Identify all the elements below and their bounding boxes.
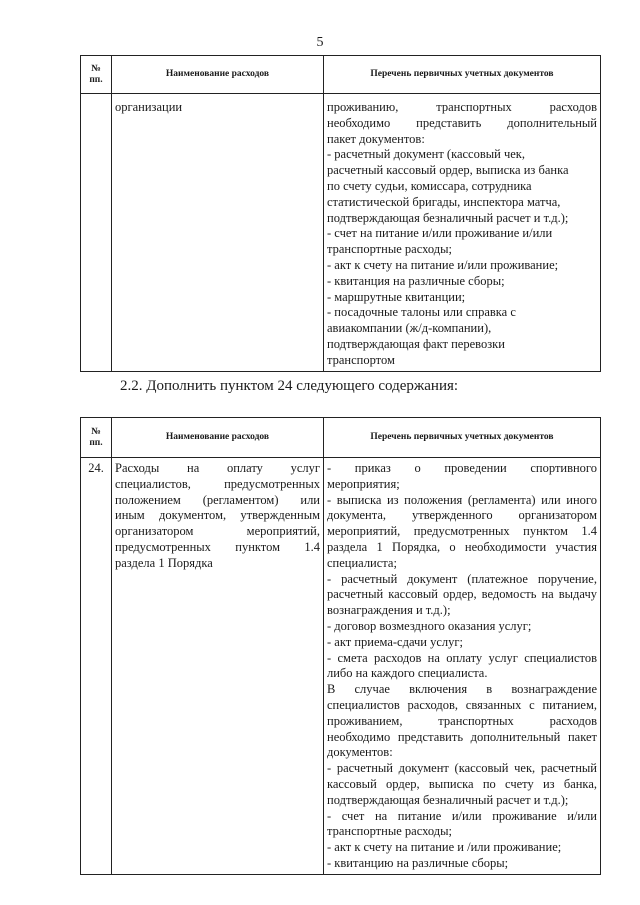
header-number-abbr: пп. [89,74,103,85]
text-line: - расчетный документ (платежное поручение, [327,571,597,586]
header-number-sign: № [91,63,101,74]
text-line: транспортные расходы; [327,242,452,257]
text-line: - расчетный документ (кассовый чек, [327,147,525,162]
text-line: иным документом, утвержденным [115,508,320,523]
header-number [81,56,112,94]
row-documents-cell [324,94,601,372]
text-line: транспортом [327,352,395,367]
text-line: - счет на питание и/или проживание и/или [327,226,553,241]
text-line: вознаграждения и т.д.); [327,603,451,618]
header-number-sign: № [91,426,101,437]
row-documents-cell [324,458,601,875]
header-expense-name: Наименование расходов [112,56,324,94]
text-line: - акт приема-сдачи услуг; [327,634,463,649]
text-line: необходимо представить дополнительный [327,115,597,130]
text-line: - акт к счету на питание и/или проживание; [327,257,559,272]
text-line: раздела 1 Порядка, о необходимости участия [327,539,597,554]
table-header-row [81,56,601,94]
text-line: - смета расходов на оплату услуг специалистов [327,650,597,665]
text-line: мероприятия; [327,476,400,491]
text-line: - счет на питание и/или проживание и/или [327,808,597,823]
text-line: - расчетный документ (кассовый чек, расчетный [327,761,597,776]
text-line: документа, утвержденного организатором [327,508,597,523]
row-expense-name-cell: организации [112,94,324,372]
header-number [81,418,112,458]
text-line: статистической бригады, инспектора матча, [327,194,561,209]
text-line: кассовый ордер, выписка по счету из банка, [327,776,597,791]
text-line: расчетный кассовый ордер, ведомость на выдачу [327,587,597,602]
text-line: подтверждающая безналичный расчет и т.д.); [327,210,569,225]
text-line: - приказ о проведении спортивного [327,461,597,475]
text-line: документов: [327,745,393,760]
text-line: либо на каждого специалиста. [327,666,488,681]
text-line: организатором мероприятий, [115,524,320,539]
header-expense-name: Наименование расходов [112,418,324,458]
expense-documents-table-continued [80,55,601,372]
text-line: раздела 1 Порядка [115,555,213,570]
page-number: 5 [316,35,324,50]
text-line: - договор возмездного оказания услуг; [327,618,532,633]
text-line: авиакомпании (ж/д-компании), [327,321,492,336]
row-number-cell [81,94,112,372]
text-line: - маршрутные квитанции; [327,289,466,304]
expense-documents-table-item-24 [80,417,601,875]
text-line: специалистов, предусмотренных [115,476,320,491]
text-line: пакет документов: [327,131,425,146]
header-number-abbr: пп. [89,437,103,448]
text-line: - квитанцию на различные сборы; [327,855,509,870]
text-line: - выписка из положения (регламента) или иного [327,492,597,507]
text-line: специалиста; [327,555,397,570]
text-line: - акт к счету на питание и /или проживание; [327,840,562,855]
text-line: специалистов расходов, связанных с питанием, [327,697,597,712]
text-line: положением (регламентом) или [115,492,320,507]
text-line: Расходы на оплату услуг [115,461,320,475]
table-row [81,458,601,875]
text-line: по счету судьи, комиссара, сотрудника [327,178,532,193]
text-line: мероприятий, предусмотренных пунктом 1.4 [327,524,597,539]
text-line: подтверждающая факт перевозки [327,336,505,351]
header-documents-list: Перечень первичных учетных документов [324,418,601,458]
row-expense-name-cell [112,458,324,875]
text-line: - квитанция на различные сборы; [327,273,505,288]
text-line: предусмотренных пунктом 1.4 [115,539,320,554]
row-number-cell: 24. [81,458,112,875]
text-line: В случае включения в вознаграждение [327,682,597,697]
text-line: расчетный кассовый ордер, выписка из банка [327,163,569,178]
text-line: проживанию, транспортных расходов [327,100,597,114]
text-line: - посадочные талоны или справка с [327,305,516,320]
text-line: проживанием, транспортных расходов [327,713,597,728]
header-documents-list: Перечень первичных учетных документов [324,56,601,94]
table-row [81,94,601,372]
text-line: транспортные расходы; [327,824,452,839]
text-line: необходимо представить дополнительный пакет [327,729,597,744]
table-header-row [81,418,601,458]
text-line: подтверждающая безналичный расчет и т.д.); [327,792,569,807]
section-heading: 2.2. Дополнить пунктом 24 следующего содержания: [120,378,459,394]
